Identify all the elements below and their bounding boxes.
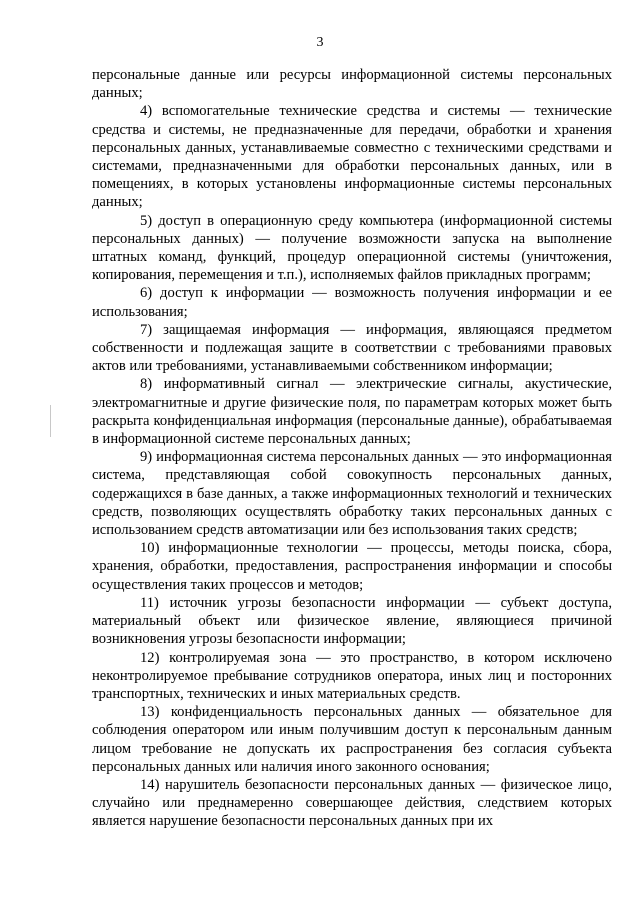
paragraph-item-8: 8) информативный сигнал — электрические сигналы, акустические, электромагнитные и другие физические поля, по параметрам которых может быть раскрыта конфиденциальная информация (персональные данные), обрабатываемая в информационной системе персональных данных; xyxy=(92,376,612,448)
paragraph-continuation: персональные данные или ресурсы информационной системы персональных данных; xyxy=(92,67,612,102)
paragraph-item-7: 7) защищаемая информация — информация, являющаяся предметом собственности и подлежащая защите в соответствии с требованиями правовых актов или требованиями, устанавливаемыми собственником информации; xyxy=(92,321,612,375)
paragraph-item-4: 4) вспомогательные технические средства и системы — технические средства и системы, не предназначенные для передачи, обработки и хранения персональных данных, устанавливаемые совместно с техническими средствами и системами, предназначенными для обработки персональных данных, или в помещениях, в которых установлены информационные системы персональных данных; xyxy=(92,103,612,211)
paragraph-item-14: 14) нарушитель безопасности персональных данных — физическое лицо, случайно или преднамеренно совершающее действия, следствием которых является нарушение безопасности персональных данных при их xyxy=(92,776,612,830)
paragraph-item-11: 11) источник угрозы безопасности информации — субъект доступа, материальный объект или физическое явление, являющиеся причиной возникновения угрозы безопасности информации; xyxy=(92,594,612,648)
paragraph-item-10: 10) информационные технологии — процессы, методы поиска, сбора, хранения, обработки, предоставления, распространения информации и способы осуществления таких процессов и методов; xyxy=(92,540,612,593)
scan-margin-mark xyxy=(50,405,51,437)
paragraph-item-5: 5) доступ в операционную среду компьютера (информационной системы персональных данных) — получение возможности запуска на выполнение штатных команд, функций, процедур операционной системы (уничтожения, копирования, перемещения и т.п.), исполняемых файлов прикладных программ; xyxy=(92,212,612,284)
document-body xyxy=(92,66,612,831)
paragraph-item-12: 12) контролируемая зона — это пространство, в котором исключено неконтролируемое пребывание сотрудников оператора, иных лиц и посторонних транспортных, технических и иных материальных средств. xyxy=(92,649,612,702)
paragraph-item-6: 6) доступ к информации — возможность получения информации и ее использования; xyxy=(92,285,612,320)
paragraph-item-13: 13) конфиденциальность персональных данных — обязательное для соблюдения оператором или иным получившим доступ к персональным данным лицом требование не допускать их распространения без согласия субъекта персональных данных или наличия иного законного основания; xyxy=(92,704,612,775)
page-number: 3 xyxy=(316,35,324,50)
paragraph-item-9: 9) информационная система персональных данных — это информационная система, представляющая собой совокупность персональных данных, содержащихся в базе данных, а также информационных технологий и технических средств, позволяющих осуществлять обработку таких персональных данных с использованием средств автоматизации или без использования таких средств; xyxy=(92,449,612,539)
